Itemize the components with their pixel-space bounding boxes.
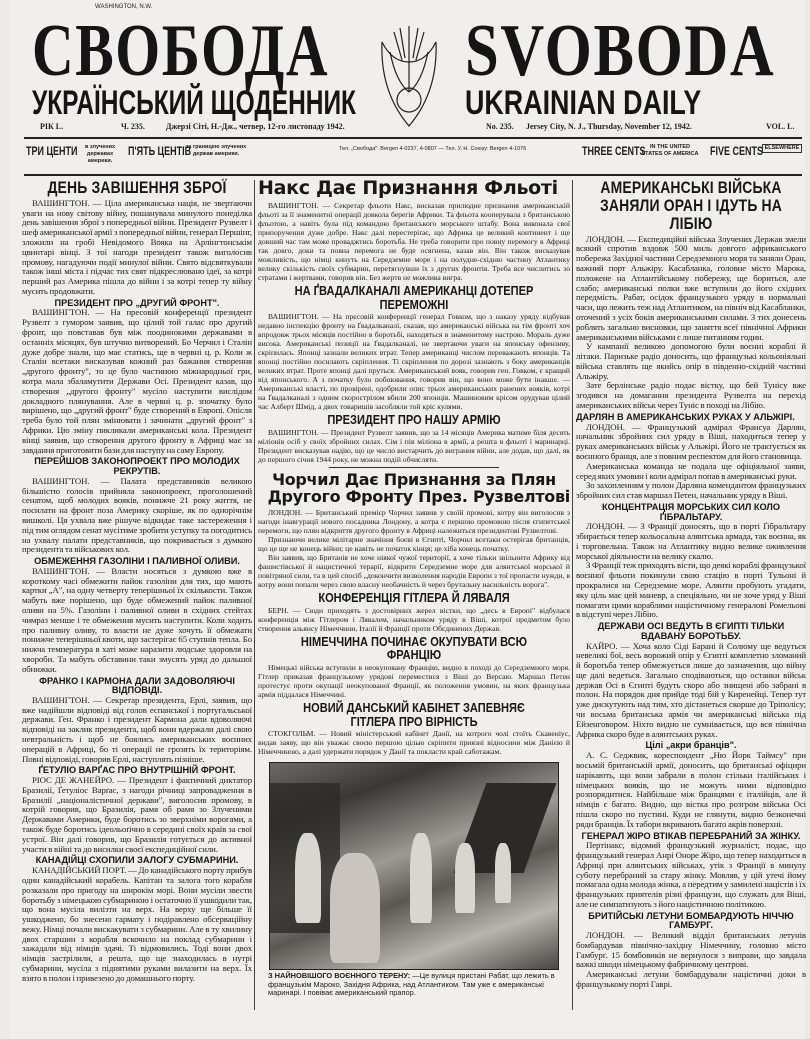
headline: АМЕРИКАНСЬКІ ВІЙСЬКА ЗАНЯЛИ ОРАН І ІДУТЬ НА ЛІБІЮ [599, 178, 783, 233]
headline-line: Другого Фронту През. Рузвелтові [267, 487, 570, 507]
headline: Цілі „акри бранців". [645, 740, 737, 751]
caption-body: —Це вулиця пристані Рабат, що лежить в французькім Мароко, Західня Африка, над Атлантиком. Там уже є американські маринарі. І повіває американський прапор. [268, 971, 555, 998]
article-body: Він заявив, що Британія не хоче ніякої чужої території, а хоче тільки звільнити Африку від фашистівської й нацистичної терарії, відкрити Середземне море для алянтської морської й повітряної сили, та в цей спосіб „докончити визволення народів Европи з тої пропасти нужди, в котру вони попали через свою власну необачність й через брутальну насильність ворога". [258, 553, 570, 590]
headline: БРИТІЙСЬКІ ЛЕТУНИ БОМБАРДУЮТЬ НІЧЧЮ ГАМБУРГ. [588, 910, 794, 931]
year-ua: РІК L. [40, 122, 64, 131]
issue-en: No. 235. [486, 122, 514, 131]
column-rule [254, 180, 255, 1010]
article-body: ЛОНДОН. — З Франції доносять, що в порті Ґібральтару збирається тепер кольосальна алянтська армада, так воєнна, як і торговельна. Також на Атлантику видно велике оживлення морської діяльности на велику скалю. [576, 521, 806, 561]
center-column [258, 178, 570, 998]
issue-ua: Ч. 235. [121, 122, 145, 131]
article-body: ЛОНДОН. — Британський премієр Чорчил заявив у своїй промові, котру він виголосив з нагоди інавгурації нового посадника Лондону, а котра є першою промовою після єгипетської перемоги, що плян відкриття другого фронту в Африці належиться президентові Рузвелтові. [258, 508, 570, 536]
headline: НА ҐВАДАЛКАНАЛІ АМЕРИКАНЦІ ДОТЕПЕР ПЕРЕМОЖНІ [294, 282, 534, 312]
headline: ПЕРЕЙШОВ ЗАКОНОПРОЕКТ ПРО МОЛОДИХ РЕКРУТІВ. [34, 456, 240, 477]
price-five-en-note: ELSEWHERE [762, 144, 802, 153]
article-body: ВАШИНГТОН. — На пресовій конференції президент Рузвелт з гумором заявив, що цілий той галас про другий фронт, що повставав був між поодинокими державами в останніх місяцях, був штучно витворений. Бо Черчил і Сталін дуже добре знали, що має статись, ще в червні ц. р. Коли ж Сталін всетаки висказував кожний раз бажання створення „другого фронту", то це було частиною міжнародньої гри, котра мала збаламутити Держави Осі. Президент казав, що створення „другого фронту" мусіло наступити вислідом докладного плянування. Але в червні ц. р. зпочатку було вирішено, що „другий фронт" буде створений в Европі. Опісля треба було той плян змінювати і зачинати „другий фронт" з Африки. Цю зміну пикликали американські кола. Президент вінці заявив, що створення другого фронту в Африці має за завдання приготовити бази для наступу на саму Европу. [22, 307, 252, 455]
phone-numbers: Тел. „Свобода": Bergen 4-0237, 4-0807 — Тел. У. Н. Союзу: Bergen 4-1076 [339, 146, 527, 152]
article-body: Американська команда не подала ще офіціяльної заяви, серед яких умовин і коли адмірал попав в американські руки. [576, 460, 806, 481]
article-body: А. С. Седжвик, кореспондент „Ню Йорк Таймсу" при восьмій британській армії, доносить, що британські офіцири нарікають, що вони забрали в полон стільки італійських і німецьких вояків, що не можуть ними відповідно розпорядитися. Найбільше між бранцями є італійців, але й німців є багато. Видно, що вістка про розгром війська Осі пішла скоро по пустині. Куди не глянути, видно безконечні ряди бранців. Їх табори вкривають багато акрів поверхні. [576, 750, 806, 829]
divider [24, 137, 802, 139]
headline [258, 471, 570, 506]
headline: КОНЦЕНТРАЦІЯ МОРСЬКИХ СИЛ КОЛО ҐІБРАЛЬТАРУ. [601, 501, 781, 522]
article-body: ВАШИНГТОН. — Президент Рузвелт заявив, що за 14 місяців Америка матиме біля десять міліонів осіб у своїх збройних силах. Сім і пів міліона в армії, а решта в фльоті і маринарці. Президент висказував надію, що це число вистарчить до виграння війни, але додав, що далі, як до першого січня 1944 року, не можна подій обчисляти. [258, 427, 570, 464]
article-body: ВАШИНГТОН. — Ціла американська нація, не звертаючи уваги на нову світову війну, пошанувала минулого понеділка день завішення зброї з попередньої війни. Президент Рузвелт і шеф американської армії з попередньої війни, генерал Першінг, зложили на гробі Невідомого Вояка на Арлінгтонськім цвинтарі вінці. З тої нагоди президент також виголосив промову, нагадуючи події минулої війни. Свято відсвяткували також інші міста і підчас тих свят підкреслювано ідеї, за котрі перший раз Америка пішла до війни і за котрі тепер ту війну мусить продовжати. [22, 197, 252, 297]
price-five-ua: П'ЯТЬ ЦЕНТІВ [128, 144, 192, 158]
article-body: Зо захопленням у полон Дарляна комендантом французьких збройних сил став маршал Петен, начальник уряду в Віші. [576, 480, 806, 501]
headline: ПРЕЗИДЕНТ ПРО НАШУ АРМІЮ [327, 412, 501, 428]
caption-head: З НАЙНОВІШОГО ВОЄННОГО ТЕРЕНУ: [268, 971, 411, 981]
headline: Накс Дає Признання Фльоті [258, 177, 558, 199]
headline-line: Чорчил Дає Признання за Плян [272, 469, 556, 489]
right-column [576, 178, 806, 990]
headline: КАНАДІЙЦІ СХОПИЛИ ЗАЛОГУ СУБМАРИНИ. [35, 855, 239, 866]
article-body: Признаючи велике мілітарне значіння боєві в Єгипті, Чорчил всетаки остерігав британців, що це ще не конець війни; це навіть не початок кінця; це хіба конець початку. [258, 535, 570, 554]
divider [329, 467, 499, 468]
vol-en: VOL. L. [766, 122, 795, 131]
article-body: РІОС ДЕ ЖАНЕЙРО. — Президент і фактичний диктатор Бразилії, Ґетуліос Варґас, з нагоди річниці запровадження в Бразилії „націоналістичної держави", виголосив промову, в котрій говорив, що Бразилія, рамя об рамя зо Злученими Державами Америки, буде боротись зо зверхніми ворогами, а також буде боротись ідеольоґічно в середині своїх країв за свої устрої. Він далі говорив, що Бразилія готується до активної участи в війні та до висилки своєї експедиційної сили. [22, 775, 252, 854]
price-five-en: FIVE CENTS [710, 144, 764, 158]
headline: ГЕНЕРАЛ ЖІРО ВТІКАВ ПЕРЕБРАНИЙ ЗА ЖІНКУ. [581, 830, 801, 841]
dateline [26, 122, 801, 134]
price-three-ua: ТРИ ЦЕНТИ [26, 144, 78, 158]
article-body: У кампанії великою допомогою були воєнні кораблі й літаки. Паризьке радіо доносить, що французькі кольоніяльні війська ставлять ще якийсь опір в південно-східній частині Альжіру. [576, 341, 806, 381]
article-body: ЛОНДОН. — Французький адмірал Франсуа Дарлян, начальник збройних сил уряду в Віші, находиться тепер у руках американських військ у Альжірі. Його не трактується як воєнного бранця, але з повним респектом для його становища. [576, 421, 806, 461]
headline: ПРЕЗИДЕНТ ПРО „ДРУГИЙ ФРОНТ". [54, 297, 220, 308]
headline: ДЕРЖАВИ ОСІ ВЕДУТЬ В ЄГИПТІ ТІЛЬКИ ВДАВАНУ БОРОТЬБУ. [597, 621, 785, 641]
article-body: СТОКГОЛЬМ. — Новий міністерський кабінет Данії, на котрого чолі стоїть Скавеніус, видав заяву, що він уважає своєю першою цілью скріпити приязні відносини між Данією й Німеччиною, а далі удержати порядок у Данії та покласти край саботажам. [258, 729, 570, 757]
masthead-title-cyrillic: СВОБОДА [32, 10, 330, 92]
article-body: ЛОНДОН. — Експедиційні війська Злучених Держав змели всякий спротив вздовж 500 миль довгого африканського побережа Західної частини Середземного моря та заняли Оран, важний порт Альжіру. Касабланка, головне місто Марока, положене на Атлантійському побережу, ще бориться, але слабо; американські полки вже вступили до його східних передмість. Рабат, осідок французького уряду в нормальні часи, що лежить теж над Атлантиком, на північ від Касабланки, оточений з усіх боків американськими силами. З тих донесень роблять загально висновки, що заняття всеї північної Африки американськими військами є лише питанням годин. [576, 233, 806, 342]
divider [24, 174, 802, 176]
place-date-ua: Джерзі Сіті, Н.-Дж., четвер, 12-го листопаду 1942. [166, 122, 345, 131]
headline: ДЕНЬ ЗАВІШЕННЯ ЗБРОЇ [47, 178, 227, 197]
article-body: ВАШИНГТОН. — Палата представників великою більшістю голосів прийняла законопроект, проголошений сенатом, щоб молодих вояків, понижче 21 року життя, не посилати на фронт поза Америку скоріше, як по однорічнім вишколі. Ця ухвала вже рішуче відкидає таке застереження і під тим оглядом сенат мусітиме зробити уступку та погодитись на ухвалу палати представників, що покривається з думкою президента та військових кол. [22, 475, 252, 555]
photo-caption [268, 972, 560, 998]
article-body: Американські летуни бомбардували націстичні доки в французькому порті Гаврі. [576, 969, 806, 990]
article-body: БЕРН. — Сюди приходять з достовірних жерел вістки, що „десь в Европі" відбулася конференція між Гітлером і Лявалем, начальником уряду в Віші, котрої предметом було створення альянсу Німеччини, Італії й Франції проти Обєдинених Держав. [258, 605, 570, 633]
news-photo-rabat-street [269, 762, 559, 970]
article-body: Зате берлінське радіо подає вістку, що бей Тунісу вже згодився на домагання президента Рузвелта на перехід американських військ через Туніс в поході на Лібію. [576, 380, 806, 411]
headline: КОНФЕРЕНЦІЯ ГІТЛЕРА Й ЛЯВАЛЯ [318, 590, 510, 606]
article-body: ВАШИНГТОН. — Власти носяться з думкою вже в короткому часі обмежити пайок газоліни для тих, що мають картки „А", на одну четверту теперішньої їх скількости. Також мабуть вже порішено, що буде обмежений пайок паливної оливи на 5%. Газоліни і паливної оливи в східних стейтах чимраз менше і те обмеження мусить наступити. Коли ходить про паливну оливу, то власти не дуже хочуть її обмежати понижче теперішньої квоти, що застерігає 65 ступнів тепла. Бо нижча температура в хаті може наразити людське здоровля на хвороби. Та мабуть обставини таки змусять уряд до дальшої обнижки. [22, 565, 252, 674]
column-rule [572, 180, 573, 1010]
article-body: ВАШИНГТОН. — На пресовій конференції генерал Говком, що з наказу уряду відбував недавно інспекцію фронту на Ґвадалканалі, сказав, що американські війська на тім фронті хоч впродовж трьох місяців постійно в боротьбі, находяться в знаменитому настрою. Мораль дуже висока. Американські позиції на Ґвадалканалі, не звертаючи уваги на японську офензиву, скріпилась. Японці зазнали великих втрат. Тепер американці числом переважають японців. Та японці постійно посилають скріплення. Ті скріплення по дорозі зазнають з боку американців великих втрат. Проте японці далі пруться. Американський вояк, говорив ген. Говком, є кращий від японського. А з початку було побоювання, говорив він, що воно може бути інакше. — Американські власті, по провірені, одобрили опис трьох американських ранених вояків, котрі на Ґвадалканалі з одним скорострілом вбили 200 японців. Машиновим крісом орудував цілий час Алберт Шмід, а двох товаришів засобляли той кріс кулями. [258, 312, 570, 412]
price-five-ua-note: за границею злучених держав америки. [185, 144, 247, 157]
trident-emblem-icon [376, 22, 442, 130]
headline: ҐЕТУЛІО ВАРҐАС ПРО ВНУТРІШНІЙ ФРОНТ. [38, 765, 236, 776]
headline: ФРАНКО І КАРМОНА ДАЛИ ЗАДОВОЛЯЮЧІ ВІДПОВІДІ. [39, 675, 235, 696]
article-body: ЛОНДОН. — Великий відділ британських летунів бомбардував північно-західну Німеччину, головно місто Гамбурґ. 15 бомбовиків не вернулося з виправи, що завдала важкі шкоди німецькому фабричному центрові. [576, 930, 806, 970]
article-body: З Франції теж приходять вісти, що деякі кораблі французької воєнної фльоти покинули свою стацію в порті Тульоні й прокралися на Середземне море. Алянти пробують угадати, яку ціль має цей маневр, а спеціяльно, чи не хоче уряд у Віші помагати цими кораблями націстичному генералові Ромельові в відступі через Лібію. [576, 560, 806, 620]
article-body: Німецькі війська вступили в неокуповану Францію, видно в поході до Середземного моря. Гітлер приказав французькому урядові переместися з Віші до Версаю. Маршал Петен протестує проти окупації неокупованої Франції, як положення умовин, на яких французька армія піддалася Німеччині. [258, 662, 570, 699]
article-body: Пертінакс, відомий французький журналіст, подає, що французький генерал Анрі Оноре Жіро, що тепер находиться в Африці при алянтських військах, утік з Франції в минулу суботу перебраний за стару жінку. Мовляв, у цій утечі йому помагала одна молода жінка, а передтим у замилені націстів і їх французьких приятелів різні французи, що служать для Віші, але не симпатизують з його націстичною політикою. [576, 840, 806, 909]
newspaper-page [10, 0, 805, 1039]
left-column [22, 178, 252, 984]
masthead-subtitle-cyrillic: УКРАЇНСЬКИЙ ЩОДЕННИК [32, 84, 356, 122]
masthead-subtitle-latin: UKRAINIAN DAILY [465, 84, 702, 122]
article-body: ВАШИНГТОН. — Секретар фльоти Накс, висказав прилюдне признання американській фльоті за її знаменитні операції довкола берегів Африки. Та фльота кооперувала з британською фльотою, а навіть була під командою британського морського штабу. Вона виконала свої припоручення дуже добре. Накс далі перестеріґає, що Африка це великий континент і ще довший час там може проваджтись боротьба. Не треба говорити про повну перемогу в Африці так довго, доки та повна перемога не буде осягнена, казав він. Він також висказував можливість, що німці кинуть на Середземне море і на полудне-східню частину Атлантику велику скількість своїх субмарин, перетягнувши їх з других фронтів. Треба все числитись зо стратами і жертвами, говорив він. Без жертв не можлива вигра. [258, 200, 570, 282]
library-stamp: WASHINGTON, N.W. [95, 4, 153, 10]
headline: НІМЕЧЧИНА ПОЧИНАЄ ОКУПУВАТИ ВСЮ ФРАНЦІЮ [300, 633, 528, 663]
headline: НОВИЙ ДАНСЬКИЙ КАБІНЕТ ЗАПЕВНЯЄ ГІТЛЕРА ПРО ВІРНІСТЬ [303, 699, 525, 729]
price-three-en: THREE CENTS [582, 144, 646, 158]
article-body: КАНАДІЙСЬКИЙ ПОРТ. — До канадійського порту прибув один канадійський корабель. Капітан та залога того корабля розказали про пригоду на широкім морі. Вони мусіли звести боротьбу з німецькою субмариною і остаточно її ушкодили так, що вона мусіла вилізти на верх. На верху ще більше її ушкоджено, бо знесено гармату і подіравлено обсерваційну вежу. Німці почали вискакувати з субмарини. Але в ту хвилину двох старшин з корабля вскочило на поклад субмарини і зажадали від німців здачі. Ті відмовились. Тоді вони двох німців застрілили, а решта, що ще знаходилась в нутрі субмарини, мусіла з піднятими руками вилазити на верх. Їх взято в полон і привезено до домашнього порту. [22, 865, 252, 983]
article-body: КАЙРО. — Хоча коло Сіді Барані й Солюму ще ведуться невеликі бої, весь ворожий опір у Єгипті комплетно зломаний й боротьба тепер обмежується лише до зазначення, що війну ще далі ведеться. Загально сподіваються, що останки військ держав Осі в Єгипті будуть скоро або знищені або забрані в полон. На порядок дня прийде тоді бій у Киренейці. Тепер тут уже дискутують над тим, хто дістанеться скорше до Тріполісу; чи восьма британська армія чи американські війська під Ейзенговором. Ніхто видно не сумнівається, що вся північна Африка скоро буде в алянтських руках. [576, 640, 806, 739]
place-date-en: Jersey City, N. J., Thursday, November 12, 1942. [526, 122, 692, 131]
headline: ОБМЕЖЕННЯ ГАЗОЛІНИ І ПАЛИВНОЇ ОЛИВИ. [34, 556, 240, 567]
price-three-en-note: IN THE UNITED STATES OF AMERICA [641, 144, 699, 157]
article-body: ВАШИНГТОН. — Секретар президента, Ерлі, заявив, що вже надійшли відповіді від голов еспанської і португальської держави. Ген. Франко і президент Кармона дали вдоволяючі відповіді на заклик президента, щоб вони вдержали далі свою невтральність і щоб не боялись американських воєнних операцій в Африці, бо ті операції не грозять їх територіям. Повні відповіді, говорив Ерлі, наступлять пізніше. [22, 694, 252, 764]
masthead-title-latin: SVOBODA [465, 10, 776, 92]
price-three-ua-note: в злучених державах америки. [84, 144, 116, 164]
headline: ДАРЛЯН В АМЕРИКАНСЬКИХ РУКАХ У АЛЬЖІРІ. [576, 411, 795, 422]
price-bar [24, 140, 802, 172]
